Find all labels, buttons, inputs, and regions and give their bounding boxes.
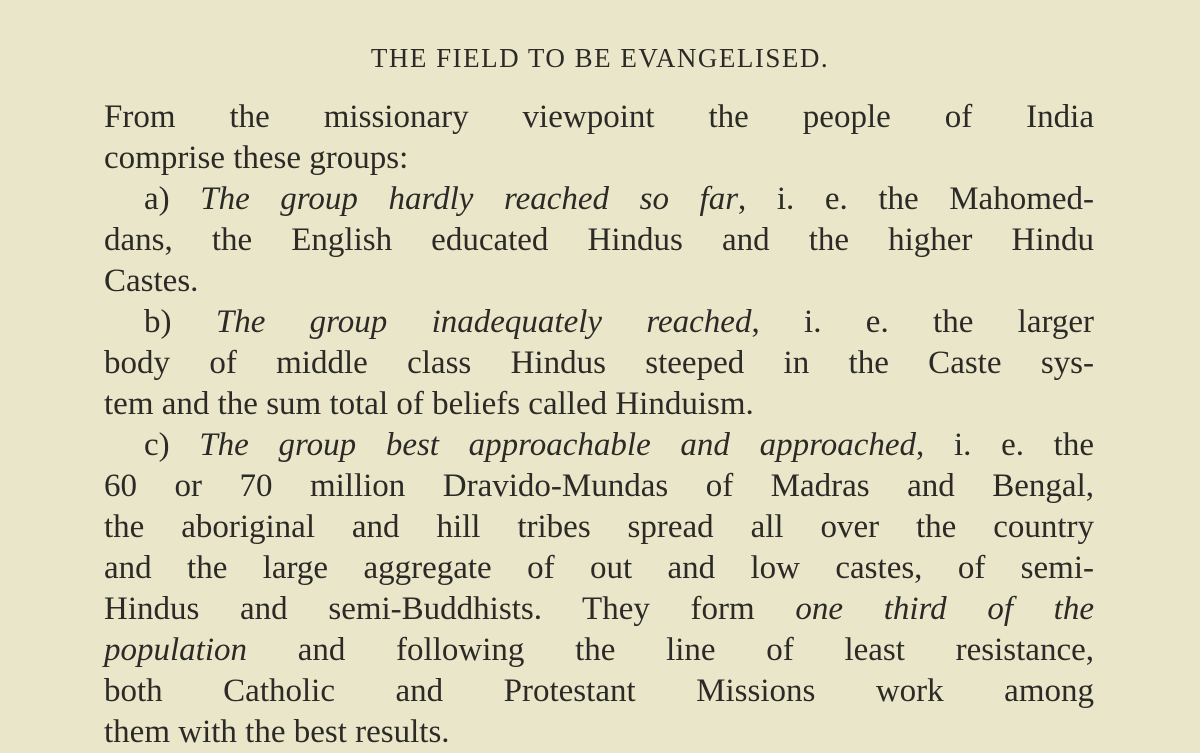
line-text: and following the line of least resistance, [247, 632, 1094, 668]
emphasis-text: one third of the [795, 591, 1094, 627]
emphasis-text: population [104, 632, 248, 668]
text-line-14 [104, 630, 1094, 671]
group-a-title: The group hardly reached so far [200, 181, 739, 217]
line-text: 60 or 70 million Dravido-Mundas of Madras and Bengal, [104, 468, 1094, 504]
text-line-12 [104, 548, 1094, 589]
text-line-group-a [144, 179, 1094, 220]
line-text: them with the best results. [104, 714, 450, 750]
text-line-2 [104, 138, 1094, 179]
group-c-title: The group best approachable and approached [199, 427, 917, 463]
line-text: tem and the sum total of beliefs called Hinduism. [104, 386, 754, 422]
line-text: the aboriginal and hill tribes spread all over the country [104, 509, 1094, 545]
line-text: and the large aggregate of out and low castes, of semi- [104, 550, 1094, 586]
text-line-11 [104, 507, 1094, 548]
group-label-c: c) [144, 427, 170, 463]
text-line-7 [104, 343, 1094, 384]
text-line-8 [104, 384, 1094, 425]
text-line-5 [104, 261, 1094, 302]
text-line-13 [104, 589, 1094, 630]
text-line-1 [104, 97, 1094, 138]
line-text: comprise these groups: [104, 140, 409, 176]
line-text: , i. e. the [916, 427, 1094, 463]
page-heading: THE FIELD TO BE EVANGELISED. [370, 43, 830, 73]
group-b-title: The group inadequately reached [215, 304, 752, 340]
line-text: body of middle class Hindus steeped in the Caste sys- [104, 345, 1094, 381]
line-text: From the missionary viewpoint the people of India [104, 99, 1094, 135]
line-text: , i. e. the larger [751, 304, 1095, 340]
text-line-16 [104, 712, 1094, 753]
text-line-group-b [144, 302, 1094, 343]
line-text: Castes. [104, 263, 199, 299]
text-line-15 [104, 671, 1094, 712]
line-text: both Catholic and Protestant Missions work among [104, 673, 1094, 709]
group-label-a: a) [144, 181, 170, 217]
line-text: dans, the English educated Hindus and the higher Hindu [104, 222, 1094, 258]
text-line-10 [104, 466, 1094, 507]
text-line-group-c [144, 425, 1094, 466]
line-text: Hindus and semi-Buddhists. They form [104, 591, 755, 627]
text-line-4 [104, 220, 1094, 261]
group-label-b: b) [144, 304, 172, 340]
line-text: , i. e. the Mahomed- [738, 181, 1095, 217]
